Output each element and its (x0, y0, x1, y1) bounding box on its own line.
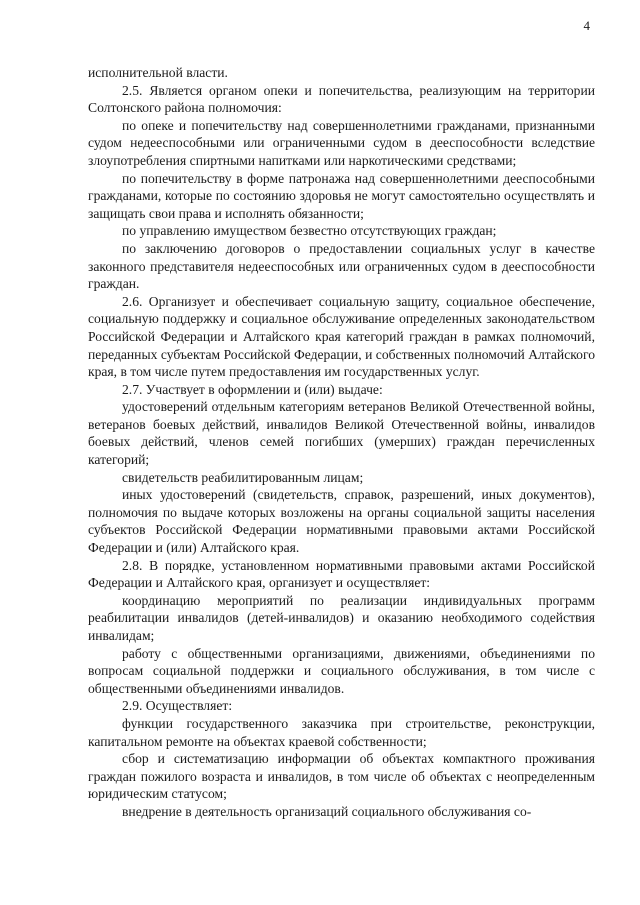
paragraph-information-collection: сбор и систематизацию информации об объектах компактного проживания граждан пожилого возраста и инвалидов, в том числе об объектах с неопределенным юридическим статусом; (88, 751, 595, 802)
paragraph-2-6: 2.6. Организует и обеспечивает социальную защиту, социальное обеспечение, социальную поддержку и социальное обслуживание определенных законодательством Российской Федерации и Алтайского края категорий граждан в рамках полномочий, переданных субъектам Российской Федерации, и собственных полномочий Алтайского края, в том числе путем предоставления им государственных услуг. (88, 293, 595, 380)
paragraph-property-management: по управлению имуществом безвестно отсутствующих граждан; (122, 223, 497, 239)
paragraph-veteran-certificates: удостоверений отдельным категориям ветеранов Великой Отечественной войны, ветеранов боевых действий, инвалидов Великой Отечественной войны, инвалидов боевых действий, членов семей погибших (умерших) граждан перечисленных категорий; (88, 399, 595, 468)
paragraph-2-9: 2.9. Осуществляет: (122, 698, 233, 714)
paragraph-2-8: 2.8. В порядке, установленном нормативными правовыми актами Российской Федерации и Алтайского края, организует и осуществляет: (88, 557, 595, 591)
body-text (88, 64, 595, 821)
paragraph-service-contracts: по заключению договоров о предоставлении социальных услуг в качестве законного представителя недееспособных или ограниченных судом в дееспособности граждан. (88, 240, 595, 292)
paragraph-other-certificates: иных удостоверений (свидетельств, справок, разрешений, иных документов), полномочия по выдаче которых возложены на органы социальной защиты населения субъектов Российской Федерации нормативными правовыми актами Российской Федерации и (или) Алтайского края. (88, 487, 595, 556)
paragraph-guardianship-incapacitated: по опеке и попечительству над совершеннолетними гражданами, признанными судом недееспособными или ограниченными судом в дееспособности вследствие злоупотребления спиртными напитками или наркотическими средствами; (88, 117, 595, 168)
paragraph-implementation: внедрение в деятельность организаций социального обслуживания со- (122, 803, 532, 819)
paragraph-continuation: исполнительной власти. (88, 65, 228, 80)
paragraph-public-organizations: работу с общественными организациями, движениями, объединениями по вопросам социальной поддержки и социального обслуживания, в том числе с общественными объединениями инвалидов. (88, 645, 595, 696)
paragraph-patronage: по попечительству в форме патронажа над совершеннолетними дееспособными гражданами, которые по состоянию здоровья не могут самостоятельно осуществлять и защищать свои права и исполнять обязанности; (88, 170, 595, 221)
paragraph-rehabilitation-coordination: координацию мероприятий по реализации индивидуальных программ реабилитации инвалидов (детей-инвалидов) и оказанию необходимого содействия инвалидам; (88, 592, 595, 643)
paragraph-rehabilitated-certificates: свидетельств реабилитированным лицам; (122, 469, 364, 485)
paragraph-2-7: 2.7. Участвует в оформлении и (или) выдаче: (122, 381, 383, 397)
paragraph-2-5: 2.5. Является органом опеки и попечительства, реализующим на территории Солтонского района полномочия: (88, 82, 595, 116)
paragraph-state-customer: функции государственного заказчика при строительстве, реконструкции, капитальном ремонте на объектах краевой собственности; (88, 715, 595, 749)
page-number: 4 (583, 18, 590, 33)
